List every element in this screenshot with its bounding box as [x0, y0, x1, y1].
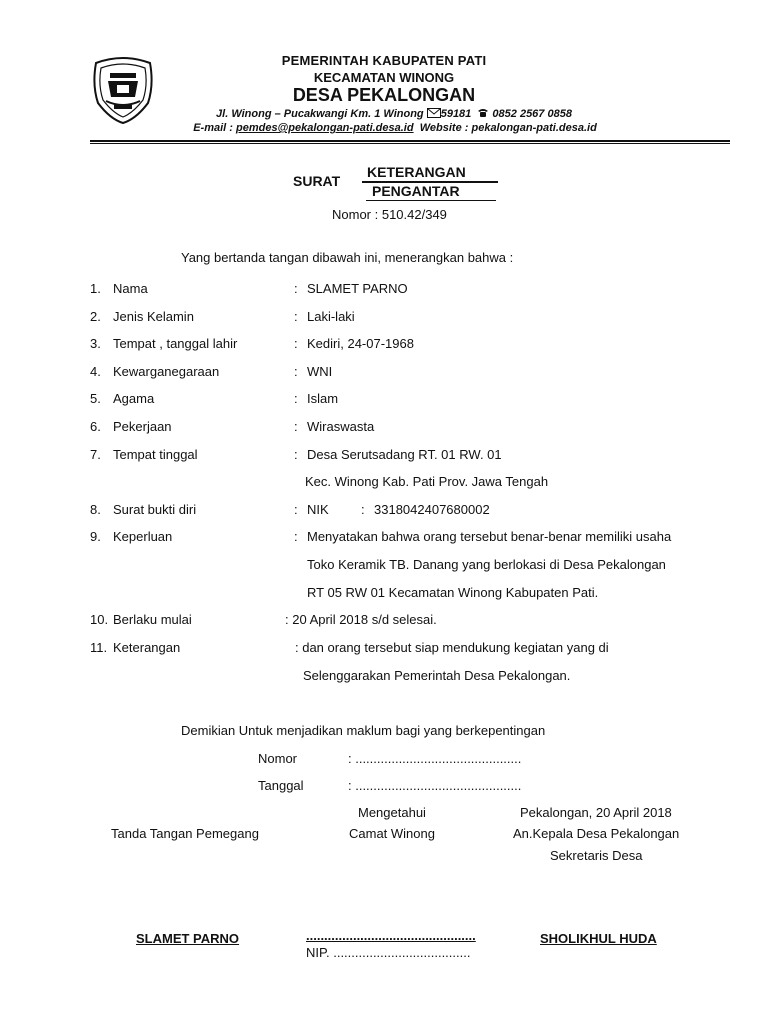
field-no: 10.	[90, 612, 109, 627]
register-tanggal-value: : ..............................................	[348, 778, 522, 793]
field-value: : 20 April 2018 s/d selesai.	[285, 612, 437, 627]
field-sep: :	[294, 529, 298, 544]
field-sep: :	[294, 336, 298, 351]
title-underline	[366, 200, 496, 201]
field-value: Laki-laki	[307, 309, 355, 324]
field-label: Agama	[113, 391, 155, 406]
field-value: Menyatakan bahwa orang tersebut benar-benar memiliki usaha	[307, 529, 672, 544]
field-no: 6.	[90, 419, 101, 434]
field-sep: :	[294, 419, 298, 434]
field-value-line3: RT 05 RW 01 Kecamatan Winong Kabupaten Pati.	[307, 585, 599, 600]
field-label: Berlaku mulai	[113, 612, 192, 627]
field-value: WNI	[307, 364, 333, 379]
field-label: Jenis Kelamin	[113, 309, 194, 324]
envelope-icon	[427, 108, 441, 118]
register-nomor-value: : ..............................................	[348, 751, 522, 766]
field-label: Tempat tinggal	[113, 447, 198, 462]
field-sep: :	[294, 502, 298, 517]
field-sep: :	[294, 364, 298, 379]
letter-number: Nomor : 510.42/349	[332, 207, 447, 222]
field-label: Keterangan	[113, 640, 181, 655]
address-postal: 59181	[440, 108, 472, 120]
kades-name: SHOLIKHUL HUDA	[540, 931, 657, 946]
field-value: Islam	[307, 391, 339, 406]
field-no: 1.	[90, 281, 101, 296]
field-label: Kewarganegaraan	[113, 364, 220, 379]
field-label: Keperluan	[113, 529, 173, 544]
register-tanggal-label: Tanggal	[258, 778, 304, 793]
field-sep: :	[294, 309, 298, 324]
field-no: 8.	[90, 502, 101, 517]
field-value: Wiraswasta	[307, 419, 375, 434]
field-sub-sep: :	[361, 502, 365, 517]
field-no: 5.	[90, 391, 101, 406]
field-value-line2: Toko Keramik TB. Danang yang berlokasi di Desa Pekalongan	[307, 557, 666, 572]
header-village: DESA PEKALONGAN	[292, 85, 476, 105]
field-no: 7.	[90, 447, 101, 462]
email-link[interactable]: pemdes@pekalongan-pati.desa.id	[235, 122, 414, 134]
field-value: NIK	[307, 502, 329, 517]
header-district: KECAMATAN WINONG	[313, 70, 455, 85]
field-label: Pekerjaan	[113, 419, 172, 434]
field-no: 2.	[90, 309, 101, 324]
camat-title: Camat Winong	[349, 826, 435, 841]
kades-title: An.Kepala Desa Pekalongan	[513, 826, 680, 841]
kades-place-date: Pekalongan, 20 April 2018	[520, 805, 672, 820]
field-value: Kediri, 24-07-1968	[307, 336, 414, 351]
intro-text: Yang bertanda tangan dibawah ini, menerangkan bahwa :	[181, 250, 514, 265]
field-value-line2: Selenggarakan Pemerintah Desa Pekalongan.	[303, 668, 571, 683]
holder-name: SLAMET PARNO	[136, 931, 240, 946]
field-no: 3.	[90, 336, 101, 351]
header-contact	[0, 122, 768, 134]
header-government: PEMERINTAH KABUPATEN PATI	[281, 53, 487, 68]
letterhead-rule-thin	[90, 143, 730, 144]
letterhead-rule-thick	[90, 140, 730, 142]
title-top: KETERANGAN	[367, 164, 466, 180]
field-label: Surat bukti diri	[113, 502, 197, 517]
field-value-line2: Kec. Winong Kab. Pati Prov. Jawa Tengah	[305, 474, 549, 489]
field-sep: :	[294, 391, 298, 406]
title-bottom: PENGANTAR	[372, 183, 460, 199]
field-label: Tempat , tanggal lahir	[113, 336, 238, 351]
holder-title: Tanda Tangan Pemegang	[111, 826, 259, 841]
title-left: SURAT	[293, 173, 341, 189]
field-value: : dan orang tersebut siap mendukung kegiatan yang di	[295, 640, 609, 655]
field-no: 9.	[90, 529, 101, 544]
header-address	[0, 108, 768, 120]
website-label: Website :	[419, 122, 469, 134]
field-sep: :	[294, 281, 298, 296]
field-value: SLAMET PARNO	[307, 281, 408, 296]
kades-subtitle: Sekretaris Desa	[550, 848, 643, 863]
email-label: E-mail :	[193, 122, 233, 134]
camat-name: ...............................................	[306, 928, 476, 943]
field-sub-value: 3318042407680002	[374, 502, 490, 517]
address-street: Jl. Winong – Pucakwangi Km. 1 Winong	[216, 108, 424, 120]
field-sep: :	[294, 447, 298, 462]
field-no: 11.	[90, 640, 108, 655]
register-nomor-label: Nomor	[258, 751, 298, 766]
website-link[interactable]: pekalongan-pati.desa.id	[471, 122, 597, 134]
field-value: Desa Serutsadang RT. 01 RW. 01	[307, 447, 502, 462]
field-no: 4.	[90, 364, 101, 379]
camat-nip: NIP. ......................................	[306, 945, 471, 960]
address-phone: 0852 2567 0858	[492, 108, 572, 120]
camat-acknowledge: Mengetahui	[358, 805, 426, 820]
telephone-icon	[477, 108, 489, 118]
closing-text: Demikian Untuk menjadikan maklum bagi yang berkepentingan	[181, 723, 546, 738]
field-label: Nama	[113, 281, 148, 296]
